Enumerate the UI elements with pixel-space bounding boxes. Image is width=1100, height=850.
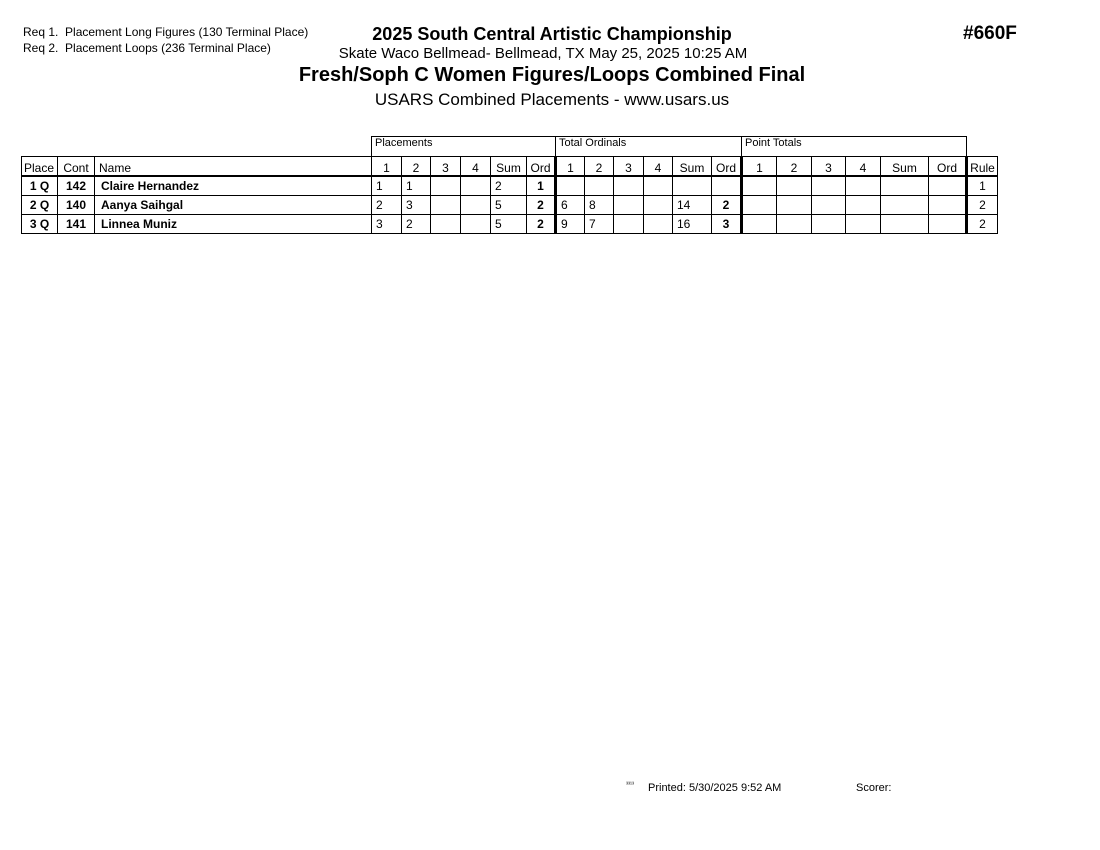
- requirement-1-label: Req 1.: [23, 25, 59, 39]
- event-number: #660F: [963, 23, 1017, 44]
- ordinal-3: [614, 176, 644, 196]
- col-placement-ord: Ord: [527, 157, 556, 177]
- col-points-2: 2: [777, 157, 812, 177]
- ordinal-2: [585, 176, 614, 196]
- ordinal-4: [644, 215, 673, 234]
- col-placement-sum: Sum: [491, 157, 527, 177]
- placement-4: [461, 176, 491, 196]
- requirement-2-text: Placement Loops (236 Terminal Place): [65, 41, 271, 55]
- requirement-2: [23, 41, 271, 55]
- points-sum: [881, 215, 929, 234]
- row-place: 2 Q: [22, 196, 58, 215]
- points-2: [777, 196, 812, 215]
- col-ordinal-2: 2: [585, 157, 614, 177]
- col-placement-2: 2: [402, 157, 431, 177]
- ordinal-sum: [673, 176, 712, 196]
- col-points-ord: Ord: [929, 157, 967, 177]
- points-1: [742, 196, 777, 215]
- points-3: [812, 176, 846, 196]
- placement-sum: 2: [491, 176, 527, 196]
- row-name: Aanya Saihgal: [95, 196, 372, 215]
- placement-1: 2: [372, 196, 402, 215]
- points-ord: [929, 176, 967, 196]
- ordinal-1: 6: [556, 196, 585, 215]
- ordinal-2: 7: [585, 215, 614, 234]
- col-placement-4: 4: [461, 157, 491, 177]
- ordinal-2: 8: [585, 196, 614, 215]
- row-cont: 141: [58, 215, 95, 234]
- requirement-2-label: Req 2.: [23, 41, 59, 55]
- group-header-row: [22, 137, 998, 157]
- ordinal-3: [614, 215, 644, 234]
- points-1: [742, 176, 777, 196]
- requirement-1-text: Placement Long Figures (130 Terminal Place): [65, 25, 309, 39]
- row-name: Linnea Muniz: [95, 215, 372, 234]
- placement-ord: 2: [527, 196, 556, 215]
- placement-3: [431, 215, 461, 234]
- col-placement-3: 3: [431, 157, 461, 177]
- row-name: Claire Hernandez: [95, 176, 372, 196]
- ordinal-3: [614, 196, 644, 215]
- group-total-ordinals: Total Ordinals: [556, 137, 742, 157]
- ordinal-1: [556, 176, 585, 196]
- group-placements: Placements: [372, 137, 556, 157]
- col-ordinal-4: 4: [644, 157, 673, 177]
- row-cont: 142: [58, 176, 95, 196]
- ordinal-sum: 16: [673, 215, 712, 234]
- points-3: [812, 196, 846, 215]
- placement-2: 1: [402, 176, 431, 196]
- row-rule: 1: [967, 176, 998, 196]
- col-points-3: 3: [812, 157, 846, 177]
- ordinal-4: [644, 196, 673, 215]
- ordinal-sum: 14: [673, 196, 712, 215]
- ordinal-ord: 3: [712, 215, 742, 234]
- row-place: 1 Q: [22, 176, 58, 196]
- points-4: [846, 196, 881, 215]
- col-cont: Cont: [58, 157, 95, 177]
- ordinal-ord: 2: [712, 196, 742, 215]
- source-line: USARS Combined Placements - www.usars.us: [374, 90, 730, 109]
- table-row: [22, 196, 998, 215]
- ordinal-ord: [712, 176, 742, 196]
- table-row: [22, 176, 998, 196]
- row-rule: 2: [967, 215, 998, 234]
- points-ord: [929, 196, 967, 215]
- points-4: [846, 215, 881, 234]
- col-points-4: 4: [846, 157, 881, 177]
- ordinal-4: [644, 176, 673, 196]
- col-ordinal-3: 3: [614, 157, 644, 177]
- col-points-sum: Sum: [881, 157, 929, 177]
- footer-code: ³³¹³: [626, 782, 634, 788]
- col-placement-1: 1: [372, 157, 402, 177]
- points-sum: [881, 196, 929, 215]
- points-sum: [881, 176, 929, 196]
- table-row: [22, 215, 998, 234]
- printed-timestamp: Printed: 5/30/2025 9:52 AM: [648, 782, 782, 794]
- event-title: Fresh/Soph C Women Figures/Loops Combined Final: [298, 64, 806, 86]
- points-4: [846, 176, 881, 196]
- col-name: Name: [95, 157, 372, 177]
- col-ordinal-ord: Ord: [712, 157, 742, 177]
- requirement-1: [23, 25, 308, 39]
- group-point-totals: Point Totals: [742, 137, 967, 157]
- placement-3: [431, 196, 461, 215]
- col-ordinal-1: 1: [556, 157, 585, 177]
- placement-2: 3: [402, 196, 431, 215]
- championship-title: 2025 South Central Artistic Championship: [372, 24, 732, 44]
- placement-ord: 2: [527, 215, 556, 234]
- points-1: [742, 215, 777, 234]
- points-3: [812, 215, 846, 234]
- placement-3: [431, 176, 461, 196]
- col-rule: Rule: [967, 157, 998, 177]
- points-2: [777, 176, 812, 196]
- location-line: Skate Waco Bellmead- Bellmead, TX May 25, 2025 10:25 AM: [338, 45, 748, 62]
- points-2: [777, 215, 812, 234]
- placement-1: 3: [372, 215, 402, 234]
- points-ord: [929, 215, 967, 234]
- col-ordinal-sum: Sum: [673, 157, 712, 177]
- ordinal-1: 9: [556, 215, 585, 234]
- row-place: 3 Q: [22, 215, 58, 234]
- placement-ord: 1: [527, 176, 556, 196]
- row-cont: 140: [58, 196, 95, 215]
- column-header-row: [22, 157, 998, 177]
- placement-sum: 5: [491, 196, 527, 215]
- col-place: Place: [22, 157, 58, 177]
- row-rule: 2: [967, 196, 998, 215]
- placement-sum: 5: [491, 215, 527, 234]
- placement-4: [461, 196, 491, 215]
- results-table: [21, 136, 998, 234]
- placement-2: 2: [402, 215, 431, 234]
- col-points-1: 1: [742, 157, 777, 177]
- scorer-label: Scorer:: [856, 782, 892, 794]
- placement-4: [461, 215, 491, 234]
- placement-1: 1: [372, 176, 402, 196]
